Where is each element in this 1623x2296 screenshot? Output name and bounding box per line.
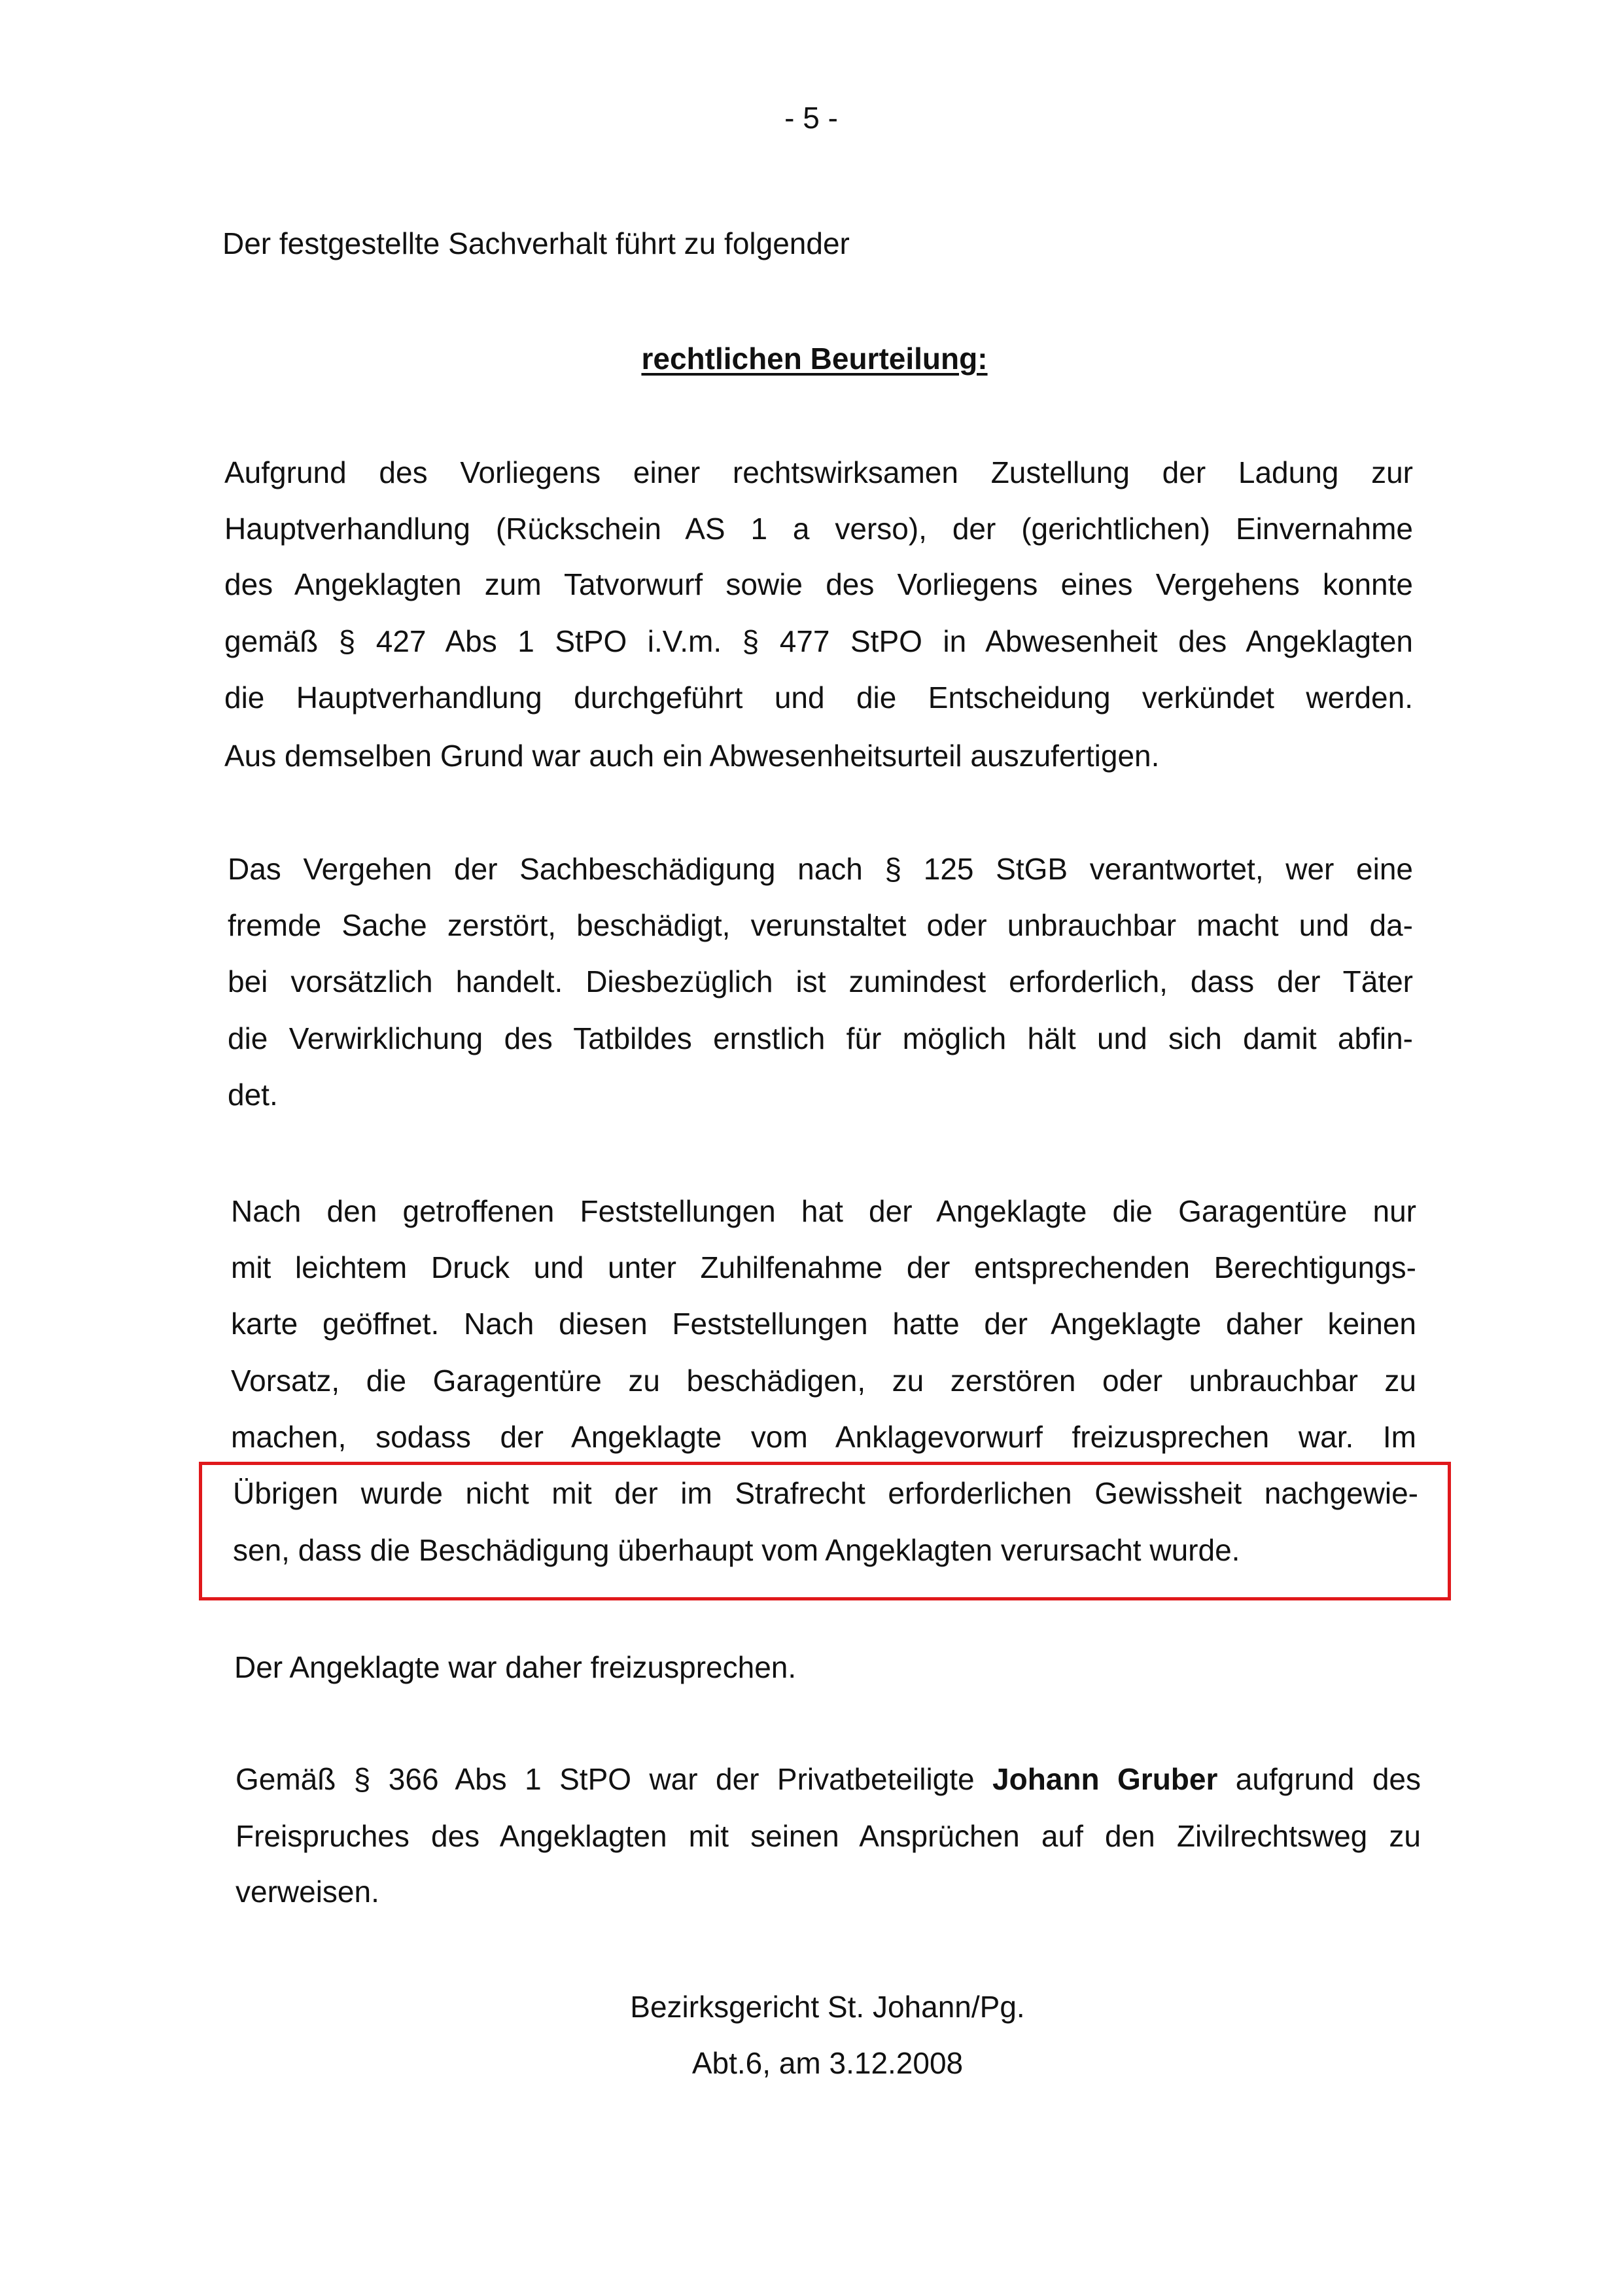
text-line: Aus demselben Grund war auch ein Abwesenheitsurteil auszufertigen. <box>224 739 1160 773</box>
text-line: des Angeklagten zum Tatvorwurf sowie des Vorliegens eines Vergehens konnte <box>224 567 1413 601</box>
text-line: Aufgrund des Vorliegens einer rechtswirksamen Zustellung der Ladung zur <box>224 455 1413 489</box>
conclusion-text: Der Angeklagte war daher freizusprechen. <box>234 1650 797 1684</box>
text-line: fremde Sache zerstört, beschädigt, verunstaltet oder unbrauchbar macht und da- <box>228 908 1413 942</box>
text-segment: aufgrund des <box>1235 1762 1421 1796</box>
text-line: Das Vergehen der Sachbeschädigung nach § 125 StGB verantwortet, wer eine <box>228 852 1413 886</box>
text-line <box>236 1759 1421 1799</box>
highlight-box <box>199 1462 1451 1600</box>
intro-text: Der festgestellte Sachverhalt führt zu folgender <box>222 226 850 260</box>
date-line: Abt.6, am 3.12.2008 <box>691 2046 964 2080</box>
text-line: bei vorsätzlich handelt. Diesbezüglich ist zumindest erforderlich, dass der Täter <box>228 964 1413 998</box>
page-number: - 5 - <box>784 101 838 135</box>
text-line: die Verwirklichung des Tatbildes ernstlich für möglich hält und sich damit abfin- <box>228 1021 1413 1055</box>
text-line: Vorsatz, die Garagentüre zu beschädigen, zu zerstören oder unbrauchbar zu <box>231 1364 1416 1398</box>
court-name: Bezirksgericht St. Johann/Pg. <box>630 1990 1025 2024</box>
text-line: Hauptverhandlung (Rückschein AS 1 a verso), der (gerichtlichen) Einvernahme <box>224 512 1413 546</box>
text-line: karte geöffnet. Nach diesen Feststellungen hatte der Angeklagte daher keinen <box>231 1307 1416 1341</box>
text-line: gemäß § 427 Abs 1 StPO i.V.m. § 477 StPO in Abwesenheit des Angeklagten <box>224 624 1413 658</box>
text-line: sen, dass die Beschädigung überhaupt vom Angeklagten verursacht wurde. <box>233 1533 1240 1567</box>
text-line: machen, sodass der Angeklagte vom Anklagevorwurf freizusprechen war. Im <box>231 1420 1416 1454</box>
text-line: die Hauptverhandlung durchgeführt und die Entscheidung verkündet werden. <box>224 680 1413 715</box>
text-line: Freispruches des Angeklagten mit seinen Ansprüchen auf den Zivilrechtsweg zu <box>236 1819 1421 1853</box>
text-line: verweisen. <box>236 1875 379 1909</box>
section-heading: rechtlichen Beurteilung: <box>641 342 988 376</box>
text-segment: Gemäß § 366 Abs 1 StPO war der Privatbeteiligte <box>236 1762 975 1796</box>
text-line: det. <box>228 1078 278 1112</box>
text-line: Nach den getroffenen Feststellungen hat der Angeklagte die Garagentüre nur <box>231 1194 1416 1228</box>
text-line: mit leichtem Druck und unter Zuhilfenahme der entsprechenden Berechtigungs- <box>231 1250 1416 1284</box>
party-name: Johann Gruber <box>992 1762 1218 1796</box>
text-line: Übrigen wurde nicht mit der im Strafrecht erforderlichen Gewissheit nachgewie- <box>233 1476 1418 1510</box>
